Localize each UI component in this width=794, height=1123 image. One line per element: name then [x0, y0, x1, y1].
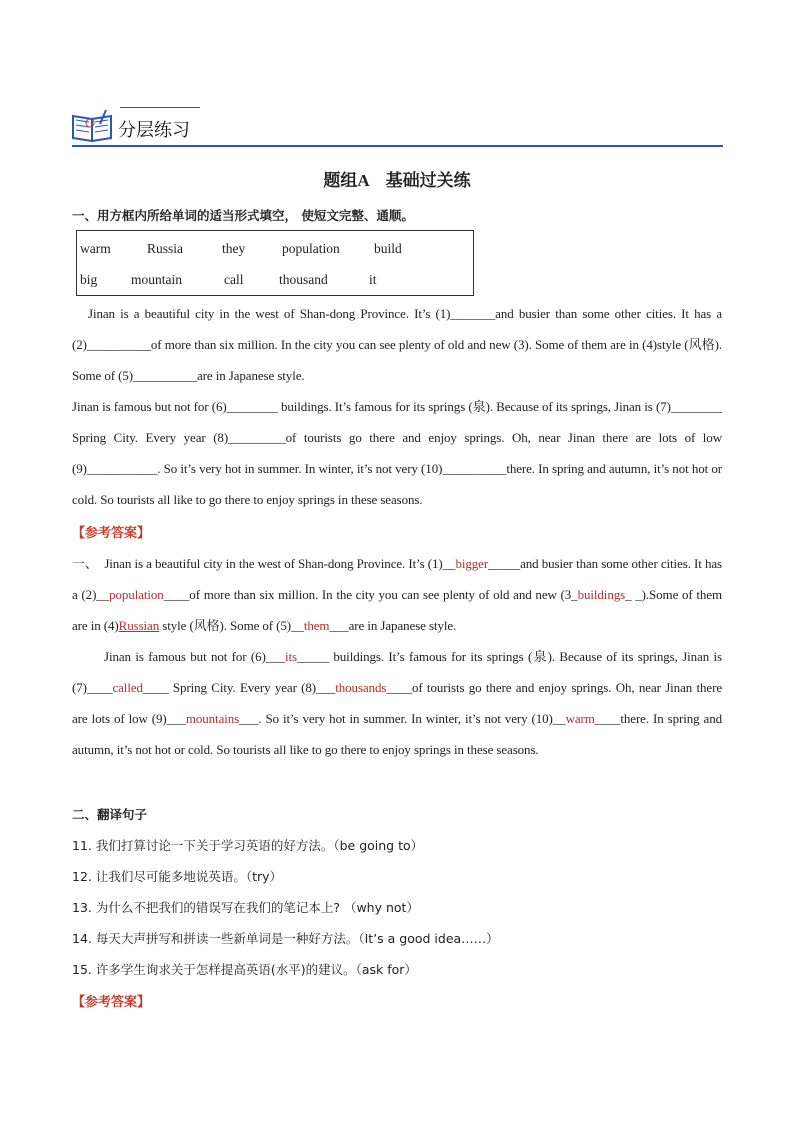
- passage-paragraph-1: Jinan is a beautiful city in the west of Shan-dong Province. It’s (1)_______and busier than some other cities. It has a (2)__________of more than six million. In the city you can see plenty of old and new (3). Some of them are in (4)style (风格). Some of (5)__________are in Japanese style.: [72, 306, 722, 383]
- translation-item: 15. 许多学生询求关于怎样提高英语(水平)的建议。（ask for）: [72, 962, 417, 977]
- answer-paragraph-2: [72, 641, 722, 765]
- answer-text: _____ buildings. It’s famous for its springs (泉). Because of its springs, Jinan is (7)____: [72, 649, 722, 695]
- word: call: [224, 272, 244, 287]
- answer-word: Russian: [118, 618, 160, 633]
- passage: [72, 298, 722, 515]
- word: it: [369, 272, 377, 287]
- answer-word: thousands: [335, 680, 387, 695]
- answer-text: style (风格). Some of (5)__: [159, 618, 304, 633]
- word: build: [374, 241, 402, 256]
- answer-paragraph-1: [72, 548, 722, 641]
- word: mountain: [131, 272, 182, 287]
- word: population: [282, 241, 340, 256]
- word-box-row-1: [77, 241, 473, 261]
- word: thousand: [279, 272, 328, 287]
- translation-item: 12. 让我们尽可能多地说英语。（try）: [72, 869, 283, 884]
- word-box-row-2: [77, 272, 473, 292]
- word: warm: [80, 241, 111, 256]
- group-title: 题组A 基础过关练: [323, 171, 471, 190]
- passage-paragraph-2: Jinan is famous but not for (6)________ buildings. It’s famous for its springs (泉). Because of its springs, Jinan is (7)________ Spring City. Every year (8)_________of tourists go there and enjoy springs. Oh, near Jinan there are lots of low (9)___________. So it’s very hot in summer. In winter, it’s not very (10)__________there. In spring and autumn, it’s not hot or cold. So tourists all like to go there to enjoy springs in these seasons.: [72, 399, 722, 507]
- answer-passage: [72, 548, 722, 765]
- answer-text: ____of more than six million. In the city you can see plenty of old and new (3_: [163, 587, 578, 602]
- answer-text: ____ Spring City. Every year (8)___: [142, 680, 336, 695]
- translation-item: 11. 我们打算讨论一下关于学习英语的好方法。（be going to）: [72, 838, 424, 853]
- header-accent-line: [120, 107, 200, 108]
- header-divider: [72, 145, 723, 147]
- answer-text: Jinan is famous but not for (6)___: [104, 649, 285, 664]
- answer-label-2: 【参考答案】: [72, 995, 151, 1010]
- section-title: 分层练习: [118, 120, 190, 141]
- translation-item: 13. 为什么不把我们的错误写在我们的笔记本上? （why not）: [72, 900, 419, 915]
- answer-prefix: 一、: [72, 556, 92, 571]
- answer-text: ____there. In spring and autumn, it’s not hot or cold. So tourists all like to go there to enjoy springs in these seasons.: [72, 711, 722, 757]
- answer-text: ___are in Japanese style.: [329, 618, 457, 633]
- answer-word: its: [285, 649, 297, 664]
- answer-text: _ _).Some of them are in (4): [72, 587, 722, 633]
- word: they: [222, 241, 246, 256]
- translation-item: 14. 每天大声拼写和拼读一些新单词是一种好方法。（It’s a good idea……）: [72, 931, 499, 946]
- answer-text: ____of tourists go there and enjoy springs. Oh, near Jinan there are lots of low (9)___: [72, 680, 722, 726]
- answer-word: warm: [565, 711, 595, 726]
- answer-word: them: [303, 618, 330, 633]
- book-icon: [70, 108, 116, 142]
- word: big: [80, 272, 98, 287]
- answer-word: population: [109, 587, 164, 602]
- answer-word: bigger: [455, 556, 489, 571]
- answer-word: buildings: [577, 587, 626, 602]
- part1-heading: 一、用方框内所给单词的适当形式填空， 使短文完整、通顺。: [72, 208, 414, 223]
- answer-text: Jinan is a beautiful city in the west of Shan-dong Province. It’s (1)__: [104, 556, 456, 571]
- answer-label: 【参考答案】: [72, 526, 151, 541]
- answer-word: mountains: [185, 711, 240, 726]
- part2-heading: 二、翻译句子: [72, 807, 148, 822]
- answer-text: _____and busier than some other cities. It has a (2)__: [72, 556, 722, 602]
- answer-word: called: [112, 680, 143, 695]
- answer-text: ___. So it’s very hot in summer. In winter, it’s not very (10)__: [239, 711, 566, 726]
- word-box: [76, 230, 474, 296]
- word: Russia: [147, 241, 184, 256]
